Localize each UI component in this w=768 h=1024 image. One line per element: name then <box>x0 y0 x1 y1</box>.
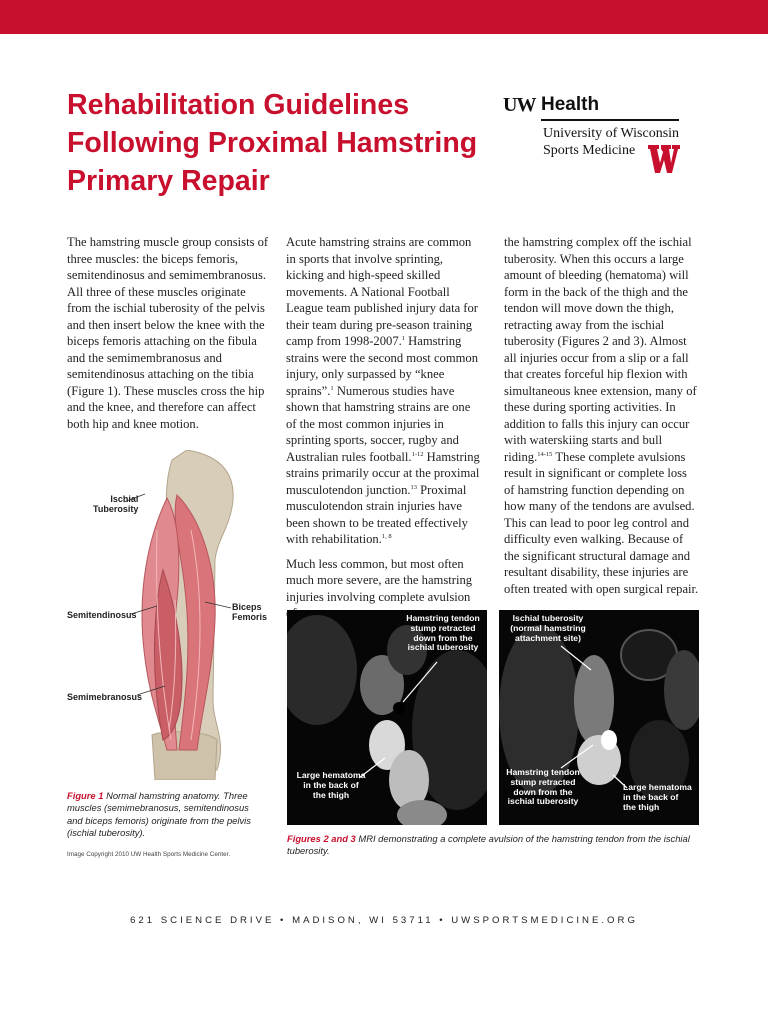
paragraph: Acute hamstring strains are common in sports that involve sprinting, kicking and high-speed skilled movements. A National Football League team published injury data for their team during pre-season training camp from 1998-2007.$^1$ Hamstring strains were the second most common injury, only surpassed by “knee sprains”.$^1$ Numerous studies have shown that hamstring strains are one of the most common injuries in sprinting sports, soccer, rugby and Australian rules football.$^{1-12}$ Hamstring strains primarily occur at the proximal musculotendon junction.$^{13}$ Proximal musculotendon strain injuries have been shown to be treated effectively with rehabilitation.$^{1, 8}$ <box>286 235 480 546</box>
figure-1-caption: Figure 1 Normal hamstring anatomy. Three muscles (semimebranosus, semitendinosus and biceps femoris) originate from the pelvis (ischial tuberosity). <box>67 790 251 839</box>
label-biceps-femoris: Biceps Femoris <box>232 602 268 622</box>
logo-line-2: Sports Medicine <box>543 143 636 158</box>
mri2-label-hematoma: Large hematoma in the back of the thigh <box>296 770 366 800</box>
motion-w-icon <box>647 143 681 175</box>
mri3-label-hematoma: Large hematoma in the back of the thigh <box>623 782 692 812</box>
uw-health-logo <box>503 94 703 184</box>
image-credit: Image Copyright 2010 UW Health Sports Medicine Center. <box>67 851 231 858</box>
label-semitendinosus: Semitendinosus <box>67 610 137 620</box>
logo-rule <box>541 119 679 121</box>
paragraph: the hamstring complex off the ischial tuberosity. When this occurs a large amount of bleeding (hematoma) will form in the back of the thigh and the tendon will move down the thigh, retracting away from the ischial tuberosity (Figures 2 and 3). Almost all injuries occur from a slip or a fall that creates forceful hip flexion with simultaneous knee extension, many of these during sporting activities. In addition to falls this injury can occur with waterskiing starts and bull riding.$^{14-15}$ These complete avulsions result in significant or complete loss of hamstring function depending on how many of the tendons are avulsed. This can lead to poor leg control and difficulty even walking. Because of the significant structural damage and resultant disability, these injuries are often treated with open surgical repair. <box>504 235 699 596</box>
mri2-label-stump: Hamstring tendon stump retracted down from the ischial tuberosity <box>406 613 480 653</box>
text-column-1 <box>67 234 269 440</box>
logo-mark: UW <box>503 94 536 116</box>
footer-address: 621 SCIENCE DRIVE • MADISON, WI 53711 • UWSPORTSMEDICINE.ORG <box>130 915 638 926</box>
page-title: Rehabilitation Guidelines Following Proximal Hamstring Primary Repair <box>67 89 478 197</box>
paragraph: Much less common, but most often much more severe, are the hamstring injuries involving complete avulsion <box>286 556 473 604</box>
text-column-3 <box>504 234 700 605</box>
mri3-label-stump: Hamstring tendon stump retracted down from the ischial tuberosity <box>506 767 580 807</box>
label-semimembranosus: Semimebranosus <box>67 692 143 702</box>
label-ischial-tuberosity: Ischial Tuberosity <box>93 494 139 514</box>
logo-brand: Health <box>541 94 600 115</box>
paragraph: The hamstring muscle group consists of three muscles: the biceps femoris, semitendinosus and semimembranosus. All three of these muscles originate from the ischial tuberosity of the pelvis and then insert below the knee with the biceps femoris attaching on the fibula and the semimembranosus and semitendinosus attaching on the tibia (Figure 1). These muscles cross the hip and the knee, and therefore can affect both hip and knee motion. <box>67 235 269 431</box>
figure-2-mri <box>287 610 487 825</box>
mri3-label-ischial: Ischial tuberosity (normal hamstring attachment site) <box>510 613 586 643</box>
figures-2-3-caption: Figures 2 and 3 MRI demonstrating a complete avulsion of the hamstring tendon from the ischial tuberosity. <box>287 833 690 857</box>
top-color-bar <box>0 0 768 34</box>
figure-3-mri <box>499 610 699 825</box>
figure-1-anatomy <box>67 450 277 780</box>
text-column-2 <box>286 234 482 630</box>
logo-line-1: University of Wisconsin <box>543 126 680 141</box>
